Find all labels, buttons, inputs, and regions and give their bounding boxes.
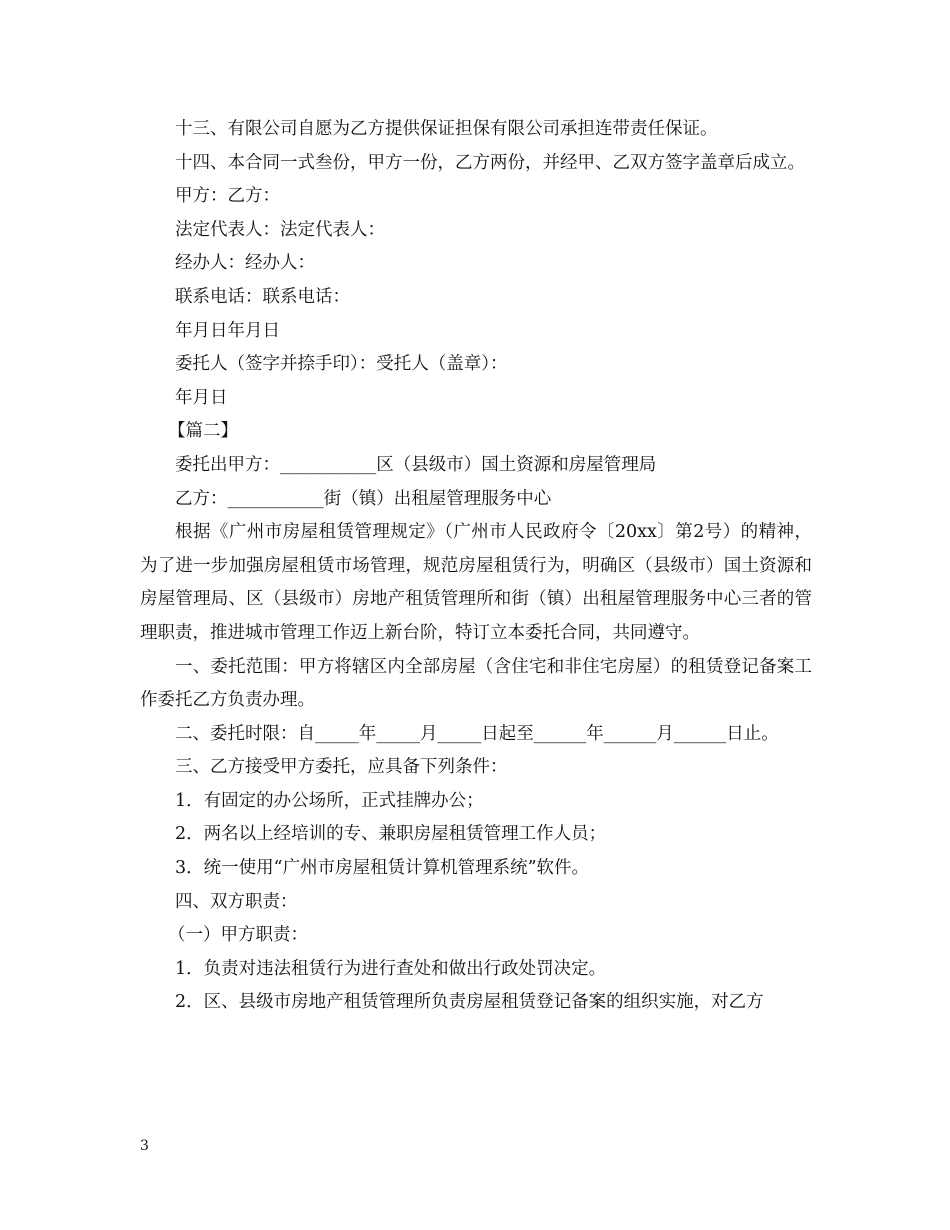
party-line: 甲方：乙方：	[175, 186, 280, 207]
handler-line: 经办人：经办人：	[175, 253, 315, 274]
clause-scope: 一、委托范围：甲方将辖区内全部房屋（含住宅和非住宅房屋）的租赁登记备案工作委托乙方负责办理。	[140, 656, 812, 711]
date-line: 年月日年月日	[175, 320, 280, 341]
duty-2: 2．区、县级市房地产租赁管理所负责房屋租赁登记备案的组织实施，对乙方	[175, 992, 764, 1013]
paragraph-14: 十四、本合同一式叁份，甲方一份，乙方两份，并经甲、乙双方签字盖章后成立。	[175, 152, 805, 173]
condition-3: 3．统一使用“广州市房屋租赁计算机管理系统”软件。	[175, 858, 590, 879]
party-b-line: 乙方：___________街（镇）出租屋管理服务中心	[175, 488, 552, 509]
date-line-2: 年月日	[175, 387, 228, 408]
clause-duties: 四、双方职责：	[175, 891, 298, 912]
legal-rep-line: 法定代表人：法定代表人：	[175, 219, 385, 240]
clause-term: 二、委托时限：自_____年_____月_____日起至______年______月______日止。	[175, 723, 779, 744]
document-body	[140, 113, 812, 1020]
condition-2: 2．两名以上经培训的专、兼职房屋租赁管理工作人员；	[175, 824, 607, 845]
page-number: 3	[140, 1138, 149, 1154]
party-a-line: 委托出甲方：___________区（县级市）国土资源和房屋管理局	[175, 454, 657, 475]
signature-line: 委托人（签字并捺手印）：受托人（盖章）：	[175, 354, 508, 375]
clause-conditions: 三、乙方接受甲方委托，应具备下列条件：	[175, 757, 508, 778]
paragraph-13: 十三、有限公司自愿为乙方提供保证担保有限公司承担连带责任保证。	[175, 119, 718, 139]
duty-1: 1．负责对违法租赁行为进行查处和做出行政处罚决定。	[175, 958, 607, 979]
phone-line: 联系电话：联系电话：	[175, 286, 350, 307]
section-heading: 【篇二】	[168, 421, 238, 442]
preamble-paragraph: 根据《广州市房屋租赁管理规定》（广州市人民政府令〔20xx〕第2号）的精神，为了进一步加强房屋租赁市场管理，规范房屋租赁行为，明确区（县级市）国土资源和房屋管理局、区（县级市）房地产租赁管理所和街（镇）出租屋管理服务中心三者的管理职责，推进城市管理工作迈上新台阶，特订立本委托合同，共同遵守。	[140, 522, 812, 643]
party-a-duties-heading: （一）甲方职责：	[168, 925, 308, 946]
condition-1: 1．有固定的办公场所，正式挂牌办公；	[175, 790, 484, 811]
